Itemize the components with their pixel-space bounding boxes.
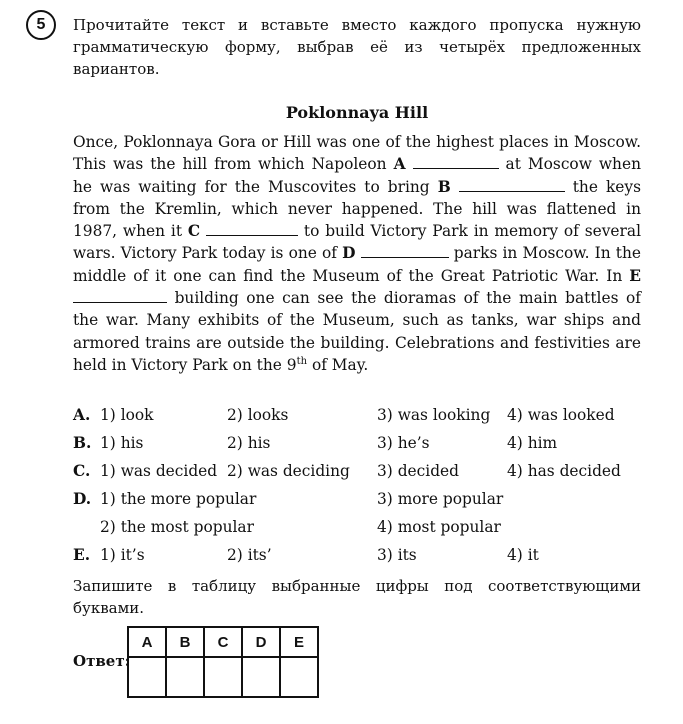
gap-label-a: A	[393, 155, 406, 174]
answer-column-header: E	[280, 627, 318, 657]
option-row-b	[73, 432, 641, 454]
reading-passage	[73, 131, 641, 376]
gap-label-e: E	[629, 266, 641, 285]
answer-column-header: D	[242, 627, 280, 657]
answer-cell-c[interactable]	[204, 657, 242, 697]
ordinal-suffix: th	[296, 355, 308, 367]
answer-column-header: C	[204, 627, 242, 657]
text-segment: parks in Moscow. In the middle of it one can find the Museum of the Great Patriotic War. In	[73, 244, 641, 285]
option-choice: 4) was looked	[507, 406, 615, 424]
gap-label-c: C	[187, 222, 201, 241]
answer-table	[127, 626, 319, 698]
option-choice: 4) most popular	[377, 518, 501, 536]
answer-column-header: A	[128, 627, 166, 657]
option-row-d	[73, 488, 641, 538]
option-letter: B.	[73, 434, 92, 452]
text-segment: of May.	[307, 355, 369, 374]
text-segment: the keys from the Kremlin, which never happened. The hill was flattened in 1987, when it	[73, 177, 641, 241]
option-choice: 2) was deciding	[227, 462, 350, 480]
option-choice: 4) him	[507, 434, 558, 452]
option-row-a	[73, 404, 641, 426]
answer-cell-a[interactable]	[128, 657, 166, 697]
gap-blank-b	[459, 177, 565, 192]
option-choice: 1) look	[100, 406, 154, 424]
answer-column-header: B	[166, 627, 204, 657]
option-choice: 2) his	[227, 434, 271, 452]
option-choice: 3) he’s	[377, 434, 430, 452]
option-choice: 1) was decided	[100, 462, 218, 480]
option-row-c	[73, 460, 641, 482]
text-segment: building one can see the dioramas of the main battles of the war. Many exhibits of the Museum, such as tanks, war ships and armored trains are outside the building. Celebrations and festivities are held in Victory Park on the 9	[73, 289, 641, 374]
answer-label: Ответ:	[73, 652, 131, 670]
option-choice: 4) has decided	[507, 462, 621, 480]
option-choice: 2) looks	[227, 406, 289, 424]
option-letter: C.	[73, 462, 91, 480]
answer-cell-e[interactable]	[280, 657, 318, 697]
option-choice: 1) his	[100, 434, 144, 452]
answer-cell-b[interactable]	[166, 657, 204, 697]
text-segment: at Moscow when he was waiting for the Muscovites to bring	[73, 155, 641, 196]
text-title: Poklonnaya Hill	[285, 103, 429, 122]
option-letter: A.	[73, 406, 91, 424]
text-segment: to build Victory Park in memory of several wars. Victory Park today is one of	[73, 222, 641, 263]
option-choice: 1) the more popular	[100, 490, 257, 508]
task-number-badge: 5	[26, 10, 56, 40]
gap-blank-c	[206, 221, 298, 236]
gap-label-d: D	[342, 244, 356, 263]
gap-blank-a	[413, 154, 499, 169]
table-instruction: Запишите в таблицу выбранные цифры под соответствующими буквами.	[73, 577, 641, 617]
task-instruction: Прочитайте текст и вставьте вместо каждого пропуска нужную грамматическую форму, выбрав её из четырёх предложенных вариантов.	[73, 16, 641, 78]
option-row-e	[73, 544, 641, 566]
option-choice: 2) the most popular	[100, 518, 254, 536]
option-choice: 3) its	[377, 546, 417, 564]
gap-blank-e	[73, 288, 167, 303]
option-choice: 3) decided	[377, 462, 460, 480]
answer-cell-d[interactable]	[242, 657, 280, 697]
option-letter: D.	[73, 490, 92, 508]
option-choice: 3) more popular	[377, 490, 504, 508]
option-choice: 3) was looking	[377, 406, 491, 424]
option-choice: 2) its’	[227, 546, 272, 564]
text-segment: Once, Poklonnaya Gora or Hill was one of the highest places in Moscow. This was the hill from which Napoleon	[73, 133, 641, 174]
option-choice: 1) it’s	[100, 546, 145, 564]
gap-label-b: B	[437, 177, 451, 196]
option-choice: 4) it	[507, 546, 539, 564]
gap-blank-d	[361, 243, 449, 258]
option-letter: E.	[73, 546, 91, 564]
